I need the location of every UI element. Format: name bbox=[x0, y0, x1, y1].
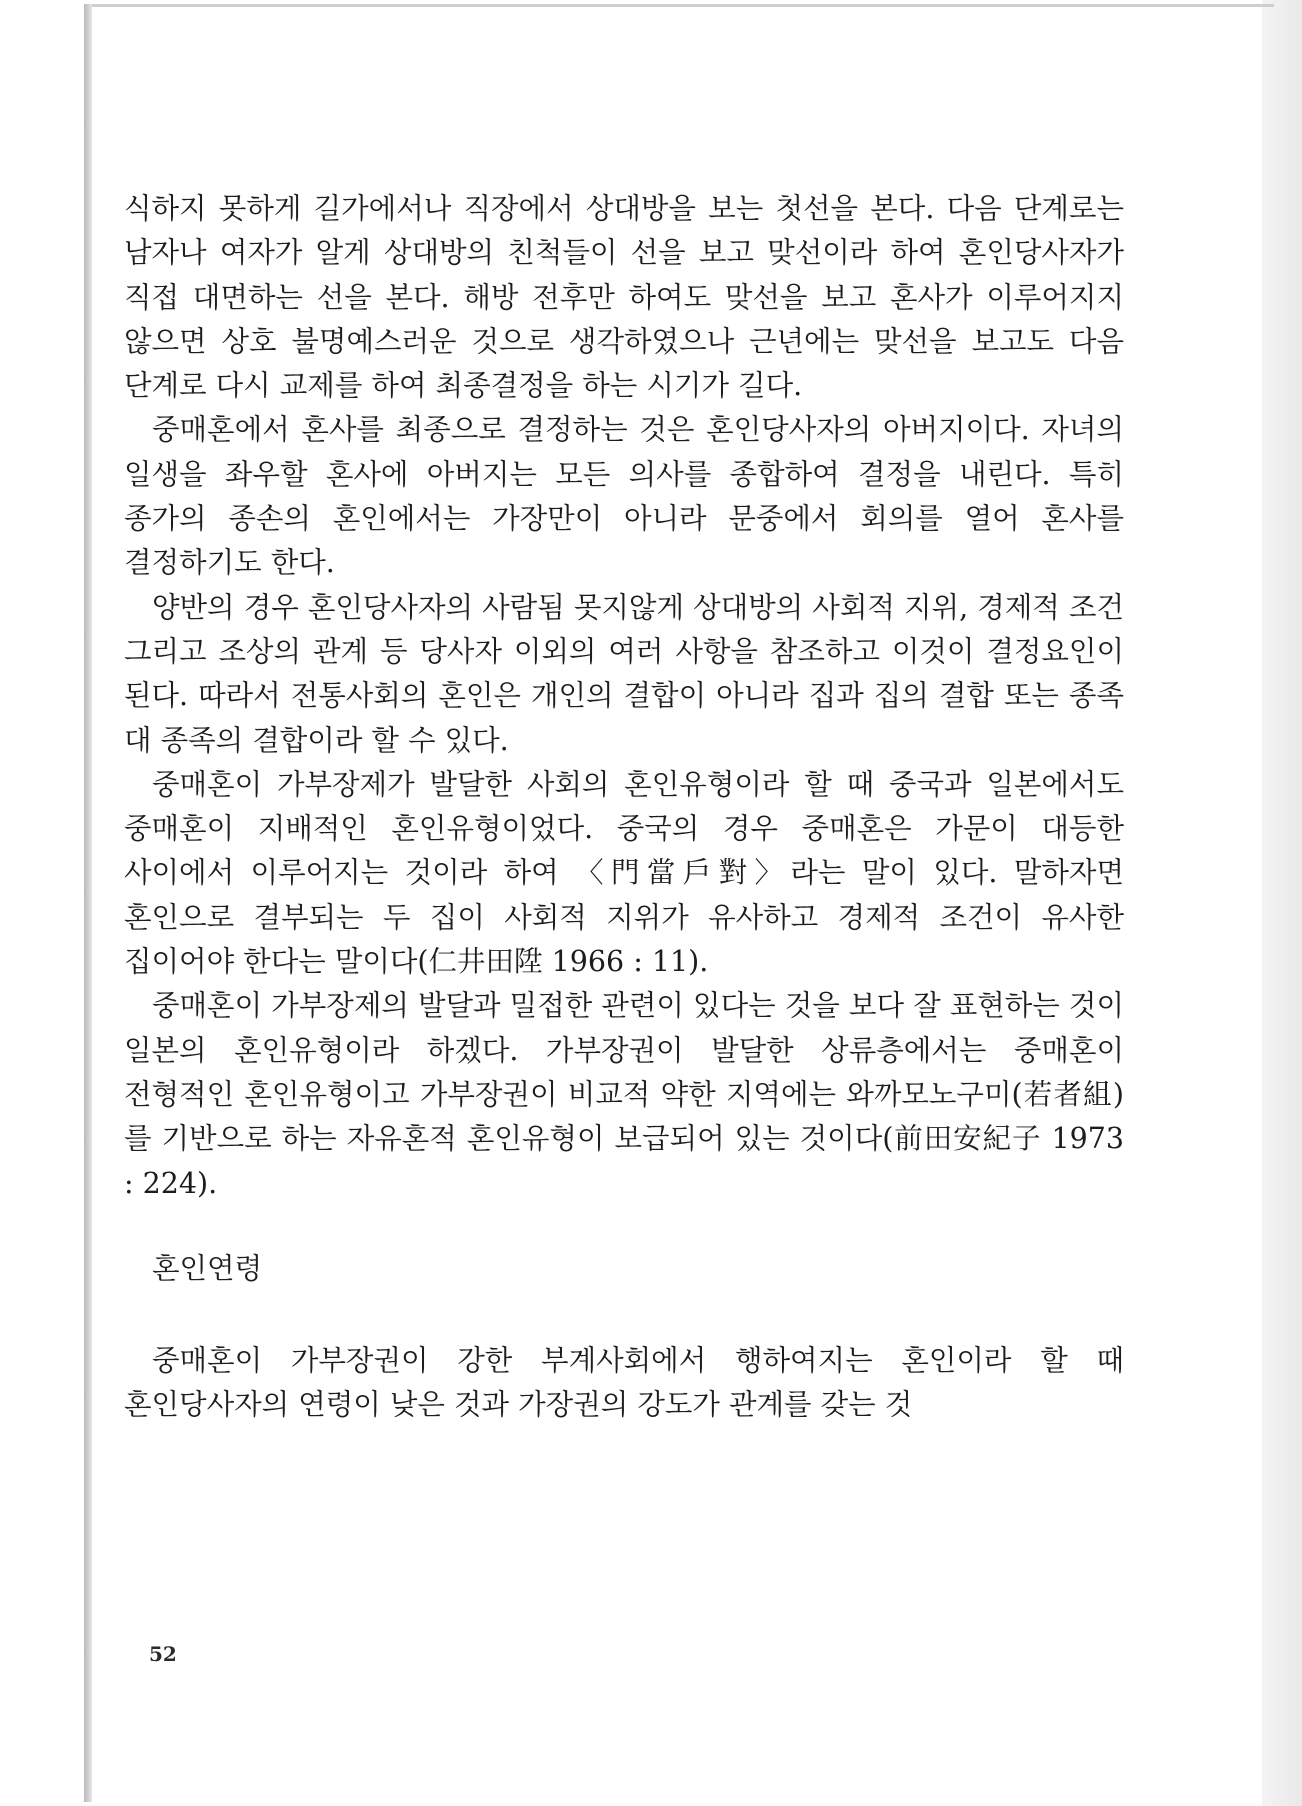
body-text bbox=[124, 187, 1124, 1427]
paragraph: 중매혼에서 혼사를 최종으로 결정하는 것은 혼인당사자의 아버지이다. 자녀의 일생을 좌우할 혼사에 아버지는 모든 의사를 종합하여 결정을 내린다. 특히 종가의 종손의 혼인에서는 가장만이 아니라 문중에서 회의를 열어 혼사를 결정하기도 한다. bbox=[124, 413, 1124, 580]
page-number: 52 bbox=[149, 1642, 177, 1666]
paragraph: 양반의 경우 혼인당사자의 사람됨 못지않게 상대방의 사회적 지위, 경제적 조건 그리고 조상의 관계 등 당사자 이외의 여러 사항을 참조하고 이것이 결정요인이 된다. 따라서 전통사회의 혼인은 개인의 결합이 아니라 집과 집의 결합 또는 종족 대 종족의 결합이라 할 수 있다. bbox=[124, 590, 1124, 757]
paragraph: 중매혼이 가부장제가 발달한 사회의 혼인유형이라 할 때 중국과 일본에서도 중매혼이 지배적인 혼인유형이었다. 중국의 경우 중매혼은 가문이 대등한 사이에서 이루어지는 것이라 하여 〈門當戶對〉라는 말이 있다. 말하자면 혼인으로 결부되는 두 집이 사회적 지위가 유사하고 경제적 조건이 유사한 집이어야 한다는 말이다(仁井田陞 1966 : 11). bbox=[124, 767, 1124, 979]
section-heading: 혼인연령 bbox=[152, 1251, 263, 1285]
paragraph: 중매혼이 가부장제의 발달과 밀접한 관련이 있다는 것을 보다 잘 표현하는 것이 일본의 혼인유형이라 하겠다. 가부장권이 발달한 상류층에서는 중매혼이 전형적인 혼인유형이고 가부장권이 비교적 약한 지역에는 와까모노구미(若者組)를 기반으로 하는 자유혼적 혼인유형이 보급되어 있는 것이다(前田安紀子 1973 : 224). bbox=[124, 989, 1124, 1200]
page-edge-left bbox=[84, 4, 92, 1802]
paragraph: 식하지 못하게 길가에서나 직장에서 상대방을 보는 첫선을 본다. 다음 단계로는 남자나 여자가 알게 상대방의 친척들이 선을 보고 맞선이라 하여 혼인당사자가 직접 대면하는 선을 본다. 해방 전후만 하여도 맞선을 보고 혼사가 이루어지지 않으면 상호 불명예스러운 것으로 생각하였으나 근년에는 맞선을 보고도 다음 단계로 다시 교제를 하여 최종결정을 하는 시기가 길다. bbox=[124, 192, 1124, 403]
page-shadow bbox=[1262, 0, 1302, 1806]
paragraph: 중매혼이 가부장권이 강한 부계사회에서 행하여지는 혼인이라 할 때 혼인당사자의 연령이 낮은 것과 가장권의 강도가 관계를 갖는 것 bbox=[124, 1343, 1124, 1422]
